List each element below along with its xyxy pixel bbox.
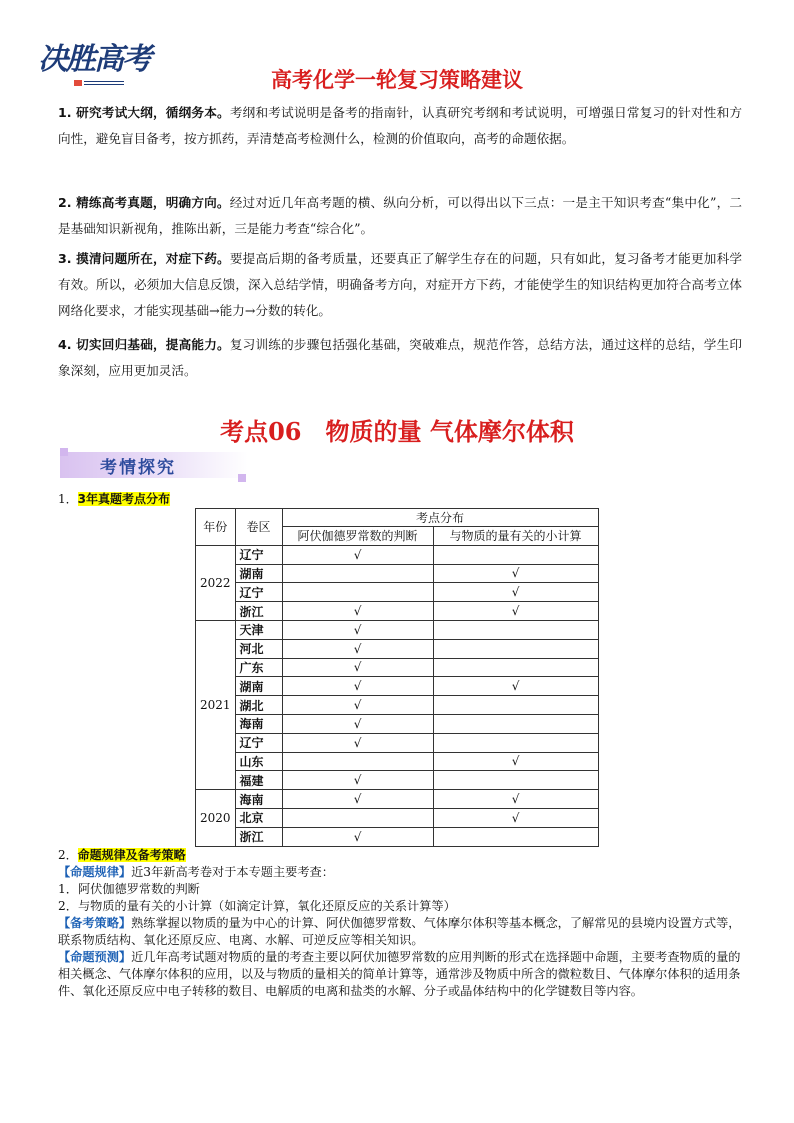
- year-cell: 2022: [196, 545, 236, 620]
- item-number: 1．: [58, 492, 78, 506]
- region-cell: 浙江: [235, 827, 282, 846]
- table-row: [196, 827, 599, 846]
- strategy-tag: 【备考策略】: [58, 916, 132, 930]
- region-cell: 湖南: [235, 564, 282, 583]
- section-title: 考点06 物质的量 气体摩尔体积: [220, 417, 574, 446]
- calculation-check-cell: [433, 639, 598, 658]
- header-group: 考点分布: [282, 509, 598, 527]
- item-1-heading: [58, 490, 170, 507]
- rule-text: 近3年新高考卷对于本专题主要考查：: [131, 865, 334, 879]
- paragraph-2: [58, 190, 742, 242]
- table-row: [196, 733, 599, 752]
- avogadro-check-cell: √: [282, 545, 433, 564]
- region-cell: 辽宁: [235, 583, 282, 602]
- calculation-check-cell: [433, 771, 598, 790]
- avogadro-check-cell: √: [282, 658, 433, 677]
- region-cell: 海南: [235, 790, 282, 809]
- avogadro-check-cell: √: [282, 677, 433, 696]
- calculation-check-cell: [433, 545, 598, 564]
- forecast-text: 近几年高考试题对物质的量的考查主要以阿伏加德罗常数的应用判断的形式在选择题中命题，主要考查物质的量的相关概念、气体摩尔体积的应用，以及与物质的量相关的简单计算等，通常涉及物质中所含的微粒数目、气体摩尔体积的适用条件、氧化还原反应中电子转移的数目、电解质的电离和盐类的水解、分子或晶体结构中的化学键数目等内容。: [58, 950, 741, 998]
- region-cell: 天津: [235, 620, 282, 639]
- region-cell: 湖北: [235, 696, 282, 715]
- calculation-check-cell: √: [433, 564, 598, 583]
- calculation-check-cell: √: [433, 602, 598, 621]
- region-cell: 福建: [235, 771, 282, 790]
- rule-tag: 【命题规律】: [58, 865, 132, 879]
- paragraph-text: 要提高后期的备考质量，还要真正了解学生存在的问题，只有如此，复习备考才能更加科学有效。所以，必须加大信息反馈，深入总结学情，明确备考方向，对症开方下药，才能使学生的知识结构更加符合高考立体网络化要求，才能实现基础→能力→分数的转化。: [58, 251, 743, 318]
- avogadro-check-cell: [282, 583, 433, 602]
- avogadro-check-cell: √: [282, 733, 433, 752]
- paragraph-3: [58, 246, 742, 324]
- avogadro-check-cell: [282, 808, 433, 827]
- paragraph-lead: 1. 研究考试大纲，循纲务本。: [58, 105, 230, 120]
- region-cell: 广东: [235, 658, 282, 677]
- exam-distribution-table: [195, 508, 599, 847]
- region-cell: 辽宁: [235, 545, 282, 564]
- rule-item-1: 1．阿伏伽德罗常数的判断: [58, 882, 200, 896]
- calculation-check-cell: √: [433, 583, 598, 602]
- table-row: [196, 658, 599, 677]
- table-row: [196, 752, 599, 771]
- calculation-check-cell: √: [433, 808, 598, 827]
- main-title: 高考化学一轮复习策略建议: [271, 68, 523, 92]
- paragraph-lead: 3. 摸清问题所在，对症下药。: [58, 251, 230, 266]
- forecast-tag: 【命题预测】: [58, 950, 132, 964]
- header-region: 卷区: [235, 509, 282, 546]
- region-cell: 辽宁: [235, 733, 282, 752]
- paragraph-1: [58, 100, 742, 152]
- avogadro-check-cell: √: [282, 696, 433, 715]
- header-year: 年份: [196, 509, 236, 546]
- rule-line: [58, 864, 742, 881]
- avogadro-check-cell: √: [282, 827, 433, 846]
- avogadro-check-cell: √: [282, 620, 433, 639]
- year-cell: 2020: [196, 790, 236, 846]
- item-label: 3年真题考点分布: [77, 492, 170, 506]
- avogadro-check-cell: √: [282, 639, 433, 658]
- calculation-check-cell: [433, 733, 598, 752]
- calculation-check-cell: [433, 714, 598, 733]
- region-cell: 浙江: [235, 602, 282, 621]
- table-row: [196, 620, 599, 639]
- region-cell: 海南: [235, 714, 282, 733]
- calculation-check-cell: √: [433, 677, 598, 696]
- banner-square-decor: [60, 448, 68, 456]
- calculation-check-cell: [433, 658, 598, 677]
- rule-item-2: 2．与物质的量有关的小计算（如滴定计算，氧化还原反应的关系计算等）: [58, 899, 456, 913]
- avogadro-check-cell: [282, 564, 433, 583]
- forecast-paragraph: [58, 949, 742, 1000]
- table-row: [196, 602, 599, 621]
- item-2-heading: [58, 846, 186, 863]
- strategy-paragraph: [58, 915, 742, 949]
- table-row: [196, 583, 599, 602]
- paragraph-text: 复习训练的步骤包括强化基础，突破难点，规范作答，总结方法，通过这样的总结，学生印象深刻，应用更加灵活。: [58, 337, 743, 378]
- logo-text: 决胜高考: [38, 42, 150, 77]
- avogadro-check-cell: √: [282, 714, 433, 733]
- calculation-check-cell: [433, 696, 598, 715]
- paragraph-4: [58, 332, 742, 384]
- section-banner: [60, 448, 248, 482]
- table-row: [196, 790, 599, 809]
- table-row: [196, 639, 599, 658]
- avogadro-check-cell: √: [282, 602, 433, 621]
- rule-block: [58, 864, 742, 1000]
- year-cell: 2021: [196, 620, 236, 789]
- avogadro-check-cell: √: [282, 790, 433, 809]
- banner-label: 考情探究: [100, 458, 176, 478]
- region-cell: 北京: [235, 808, 282, 827]
- avogadro-check-cell: [282, 752, 433, 771]
- header-col1: 阿伏伽德罗常数的判断: [282, 527, 433, 546]
- paragraph-lead: 4. 切实回归基础，提高能力。: [58, 337, 230, 352]
- header-col2: 与物质的量有关的小计算: [433, 527, 598, 546]
- paragraph-lead: 2. 精练高考真题，明确方向。: [58, 195, 230, 210]
- table-row: [196, 564, 599, 583]
- table-row: [196, 545, 599, 564]
- table-row: [196, 696, 599, 715]
- table-row: [196, 808, 599, 827]
- table-row: [196, 677, 599, 696]
- paragraph-text: 考纲和考试说明是备考的指南针，认真研究考纲和考试说明，可增强日常复习的针对性和方向性，避免盲目备考，按方抓药，弄清楚高考检测什么，检测的价值取向，高考的命题依据。: [58, 105, 743, 146]
- item-label: 命题规律及备考策略: [77, 848, 186, 862]
- calculation-check-cell: √: [433, 752, 598, 771]
- region-cell: 山东: [235, 752, 282, 771]
- calculation-check-cell: [433, 620, 598, 639]
- strategy-text: 熟练掌握以物质的量为中心的计算、阿伏伽德罗常数、气体摩尔体积等基本概念，了解常见的县境内设置方式等，联系物质结构、氧化还原反应、电离、水解、可逆反应等相关知识。: [58, 916, 741, 947]
- calculation-check-cell: √: [433, 790, 598, 809]
- paragraph-text: 经过对近几年高考题的横、纵向分析，可以得出以下三点：一是主干知识考查“集中化”，二是基础知识新视角，推陈出新，三是能力考查“综合化”。: [58, 195, 742, 236]
- table-row: [196, 771, 599, 790]
- region-cell: 河北: [235, 639, 282, 658]
- avogadro-check-cell: √: [282, 771, 433, 790]
- region-cell: 湖南: [235, 677, 282, 696]
- table-row: [196, 714, 599, 733]
- item-number: 2．: [58, 848, 78, 862]
- calculation-check-cell: [433, 827, 598, 846]
- banner-square-decor: [238, 474, 246, 482]
